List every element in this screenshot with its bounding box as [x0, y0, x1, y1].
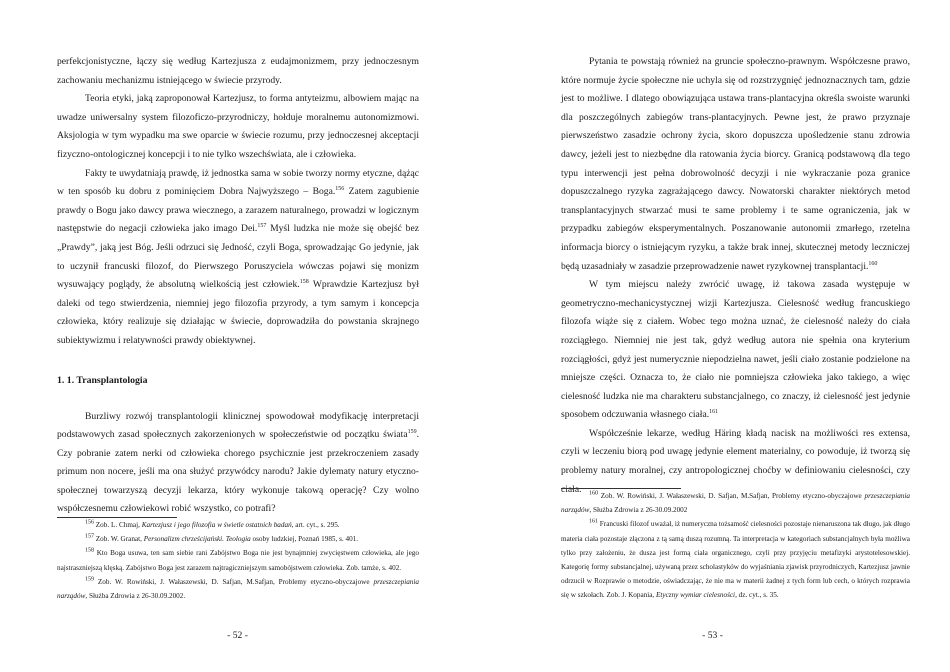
left-paragraph-4: Burzliwy rozwój transplantologii klinicznej spowodował modyfikację interpretacji podstawowych zasad społecznych zakorzenionych w społeczeństwie od początku świata$^{159}$. Czy pobranie zatem nerki od człowieka chorego psychicznie jest przekroczeniem zasady primum non nocere, jeśli ma ona służyć przywódcy narodu? Jakie dylematy natury etyczno-społecznej towarzyszą decyzji lekarza, który wykonuje takową operację? Czy wolno współczesnemu człowiekowi robić wszystko, co potrafi? — [57, 410, 419, 515]
left-body-column — [57, 53, 419, 519]
footnote-ref: 159 — [407, 428, 417, 435]
footnote-ref: 161 — [709, 409, 719, 416]
right-footnotes — [561, 489, 910, 603]
page-number: - 52 - — [227, 630, 248, 641]
footnote: $^{156}$ Zob. L. Chmaj, Kartezjusz i jego filozofia w świetle ostatnich badań, art. cyt., s. 295. — [85, 519, 340, 529]
footnote: $^{157}$ Zob. W. Granat, Personalizm chrześcijański. Teologia osoby ludzkiej, Poznań 1985, s. 401. — [85, 533, 359, 544]
right-body-column — [561, 53, 910, 499]
footnote: $^{158}$ Kto Boga usuwa, ten sam siebie rani Zabójstwo Boga nie jest bynajmniej zwycięstwem człowieka, ale jego najstraszniejszą klęską. Zabójstwo Boga jest zarazem najtragiczniejszym samobójstwem człowieka. Zob. tamże, s. 402. — [57, 548, 419, 572]
footnote-ref: 157 — [257, 223, 267, 230]
footnote: $^{159}$ Zob. W. Rowiński, J. Wałaszewski, D. Safjan, M.Safjan, Problemy etyczno-obyczajowe przeszczepiania narządów, Służba Zdrowia z 26-30.09.2002. — [57, 576, 419, 601]
right-paragraph-1: Pytania te powstają również na gruncie społeczno-prawnym. Współczesne prawo, które normuje życie społeczne nie uchyla się od rozstrzygnięć jednoznacznych tam, gdzie jest to możliwe. I dlatego obowiązująca ustawa trans-plantacyjna określa swoiste warunki dla poszczególnych zabiegów trans-plantacyjnych. Pewne jest, że prawo przyznaje pierwszeństwo zasadzie ochrony życia, skoro dopuszcza upośledzenie stanu zdrowia dawcy, jeżeli jest to niezbędne dla ratowania życia biorcy. Granicą podstawową dla tego typu interwencji jest pełna dobrowolność decyzji i nie wykraczanie poza granice dopuszczalnego ryzyka zagrażającego dawcy. Nowatorski charakter niektórych metod transplantacyjnych stwarzać musi te same problemy i te same ograniczenia, jak w przypadku zabiegów eksperymentalnych. Poszanowanie autonomii zmarłego, rzetelna informacja biorcy o istniejącym ryzyku, a także brak innej, skutecznej metody leczniczej będą uzasadniały w zasadzie przeprowadzenie nawet ryzykownej transplantacji.$^{160}$ — [561, 56, 910, 272]
section-title: 1. 1. Transplantologia — [57, 374, 148, 386]
footnote: $^{160}$ Zob. W. Rowiński, J. Wałaszewski, D. Safjan, M.Safjan, Problemy etyczno-obyczajowe przeszczepiania narządów, Służba Zdrowia z 26-30.09.2002 — [561, 490, 910, 515]
left-footnotes — [57, 518, 419, 603]
footnote-ref: 156 — [335, 185, 345, 192]
right-page — [475, 0, 950, 672]
footnote-ref: 160 — [868, 260, 878, 267]
right-paragraph-3: Współcześnie lekarze, według Häring kładą nacisk na możliwości res extensa, czyli w leczeniu biorą pod uwagę jedynie element materialny, co powoduje, iż tworzą się problemy natury moralnej, czy antropologicznej choćby w definiowaniu cielesności, czy ciała. — [561, 427, 910, 495]
footnote: $^{161}$ Francuski filozof uważał, iż numeryczna tożsamość cielesności pozostaje nienaruszona tak długo, jak długo materia ciała pozostaje złączona z tą samą duszą rozumną. Ta interpretacja w kategoriach substancjalnych była możliwa tylko przy założeniu, że dusza jest formą ciała organicznego, czyli przy przyjęciu metafizyki arystotelesowskiej. Kategorię formy substancjalnej, używaną przez scholastyków do wyjaśniania zjawisk przyrodniczych, Kartezjusz jawnie odrzucił w Rozprawie o metodzie, oświadczając, że nie ma w materii żadnej z tych form lub cech, o których rozprawia się w szkołach. Zob. J. Kopania, Etyczny wymiar cielesności, dz. cyt., s. 35. — [561, 519, 910, 600]
right-paragraph-2: W tym miejscu należy zwrócić uwagę, iż takowa zasada występuje w geometryczno-mechanicystycznej wizji Kartezjusza. Cielesność według francuskiego filozofa wiąże się z ciałem. Wobec tego można uznać, że cielesność należy do ciała rozciągłego. Niemniej nie jest tak, gdyż według autora nie spełnia ona kryterium rozciągłości, gdyż jest numerycznie niepodzielna nawet, jeśli ciało zostanie podzielone na mniejsze części. Oznacza to, że ciało nie pomniejsza człowieka jako takiego, a więc cielesność ludzka nie ma charakteru substancjalnego, co znaczy, iż cielesność jest jedynie sposobem odczuwania własnego ciała.$^{161}$ — [561, 279, 910, 421]
left-paragraph-2: Teoria etyki, jaką zaproponował Kartezjusz, to forma antyteizmu, albowiem mając na uwadze uniwersalny system filozoficzo-przyrodniczy, hołduje moralnemu autonomizmowi. Aksjologia w tym wypadku ma swe oparcie w świecie rozumu, przy jednoczesnej akceptacji fizyczno-ontologicznej koncepcji i to nie tylko wszechświata, ale i człowieka. — [57, 93, 419, 160]
left-paragraph-3: Fakty te uwydatniają prawdę, iż jednostka sama w sobie tworzy normy etyczne, dążąc w ten sposób ku dobru z pominięciem Dobra Najwyższego – Boga.$^{156}$ Zatem zagubienie prawdy o Bogu jako dawcy prawa wiecznego, a zarazem naturalnego, prowadzi w logicznym następstwie do negacji człowieka jako imago Dei.$^{157}$ Myśl ludzka nie może się obejść bez „Prawdy”, jaką jest Bóg. Jeśli odrzuci się Jedność, czyli Boga, sprowadzając Go jedynie, jak to uczynił francuski filozof, do Pierwszego Poruszyciela wówczas pojawi się monizm wysuwający poglądy, że absolutną wielkością jest człowiek.$^{158}$ Wprawdzie Kartezjusz był daleki od tego stwierdzenia, niemniej jego filozofia przyrody, a tym samym i koncepcja człowieka, który realizuje się działając w świecie, doprowadziła do powstania skrajnego subiektywizmu i relatywności prawdy obiektywnej. — [57, 167, 420, 346]
left-paragraph-1: perfekcjonistyczne, łączy się według Kartezjusza z eudajmonizmem, przy jednoczesnym zachowaniu mechanizmu istniejącego w świecie przyrody. — [57, 56, 419, 86]
page-number: - 53 - — [702, 630, 723, 641]
footnote-ref: 158 — [299, 278, 309, 285]
